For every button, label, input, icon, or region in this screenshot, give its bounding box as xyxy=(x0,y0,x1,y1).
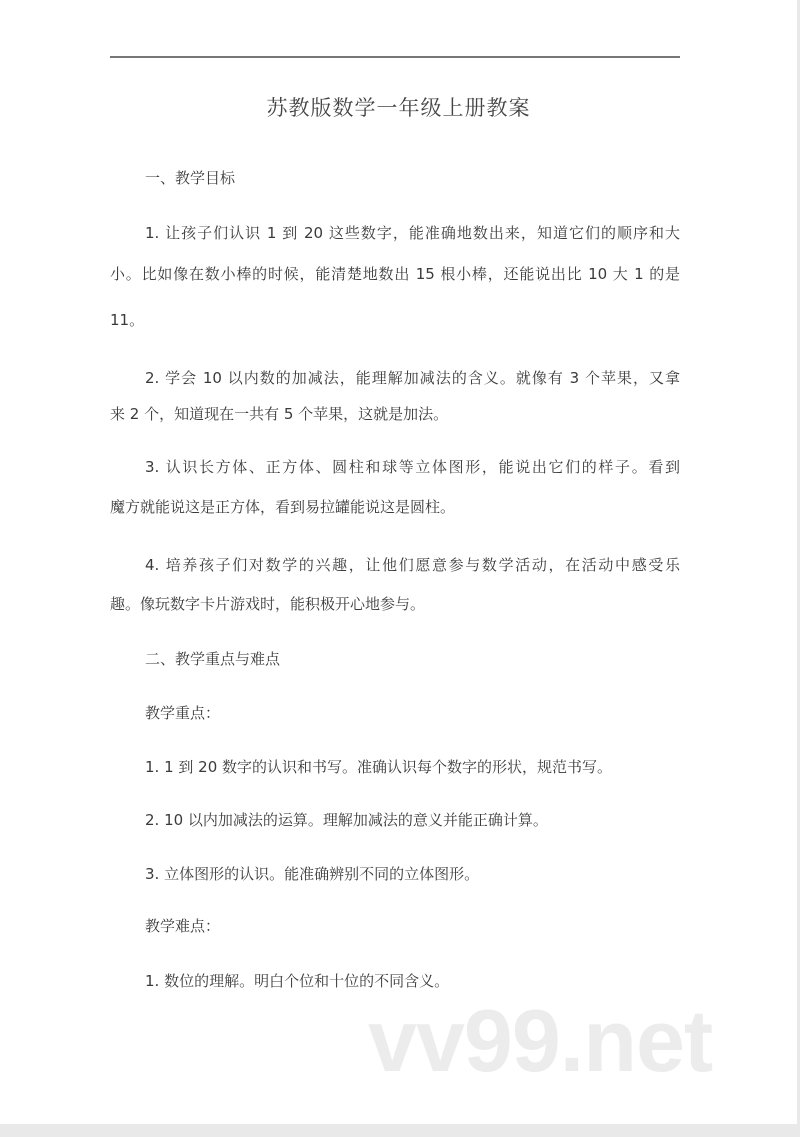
subheading-key-points: 教学重点： xyxy=(145,704,221,722)
list-item: 1. 数位的理解。明白个位和十位的不同含义。 xyxy=(145,972,450,990)
section-heading: 一、教学目标 xyxy=(145,169,236,187)
paragraph-line: 趣。像玩数字卡片游戏时，能积极开心地参与。 xyxy=(110,595,426,613)
subheading-difficulties: 教学难点： xyxy=(145,917,221,935)
watermark: vv99.net xyxy=(368,991,713,1090)
list-item: 2. 10 以内加减法的运算。理解加减法的意义并能正确计算。 xyxy=(145,811,548,829)
list-item: 3. 立体图形的认识。能准确辨别不同的立体图形。 xyxy=(145,865,480,883)
paragraph-line: 11。 xyxy=(110,311,145,329)
paragraph-line: 1. 让孩子们认识 1 到 20 这些数字，能准确地数出来，知道它们的顺序和大 xyxy=(145,224,680,242)
paragraph-line: 小。比如像在数小棒的时候，能清楚地数出 15 根小棒，还能说出比 10 大 1 的是 xyxy=(110,265,680,283)
document-title: 苏教版数学一年级上册教案 xyxy=(266,96,531,120)
list-item: 1. 1 到 20 数字的认识和书写。准确认识每个数字的形状，规范书写。 xyxy=(145,758,613,776)
paragraph-line: 魔方就能说这是正方体，看到易拉罐能说这是圆柱。 xyxy=(110,498,456,516)
paragraph-line: 4. 培养孩子们对数学的兴趣，让他们愿意参与数学活动，在活动中感受乐 xyxy=(145,556,680,574)
paragraph-line: 2. 学会 10 以内数的加减法，能理解加减法的含义。就像有 3 个苹果，又拿 xyxy=(145,369,680,387)
paragraph-line: 3. 认识长方体、正方体、圆柱和球等立体图形，能说出它们的样子。看到 xyxy=(145,458,680,476)
header-rule xyxy=(110,56,680,58)
paragraph-line: 来 2 个，知道现在一共有 5 个苹果，这就是加法。 xyxy=(110,405,449,423)
section-heading: 二、教学重点与难点 xyxy=(145,650,281,668)
